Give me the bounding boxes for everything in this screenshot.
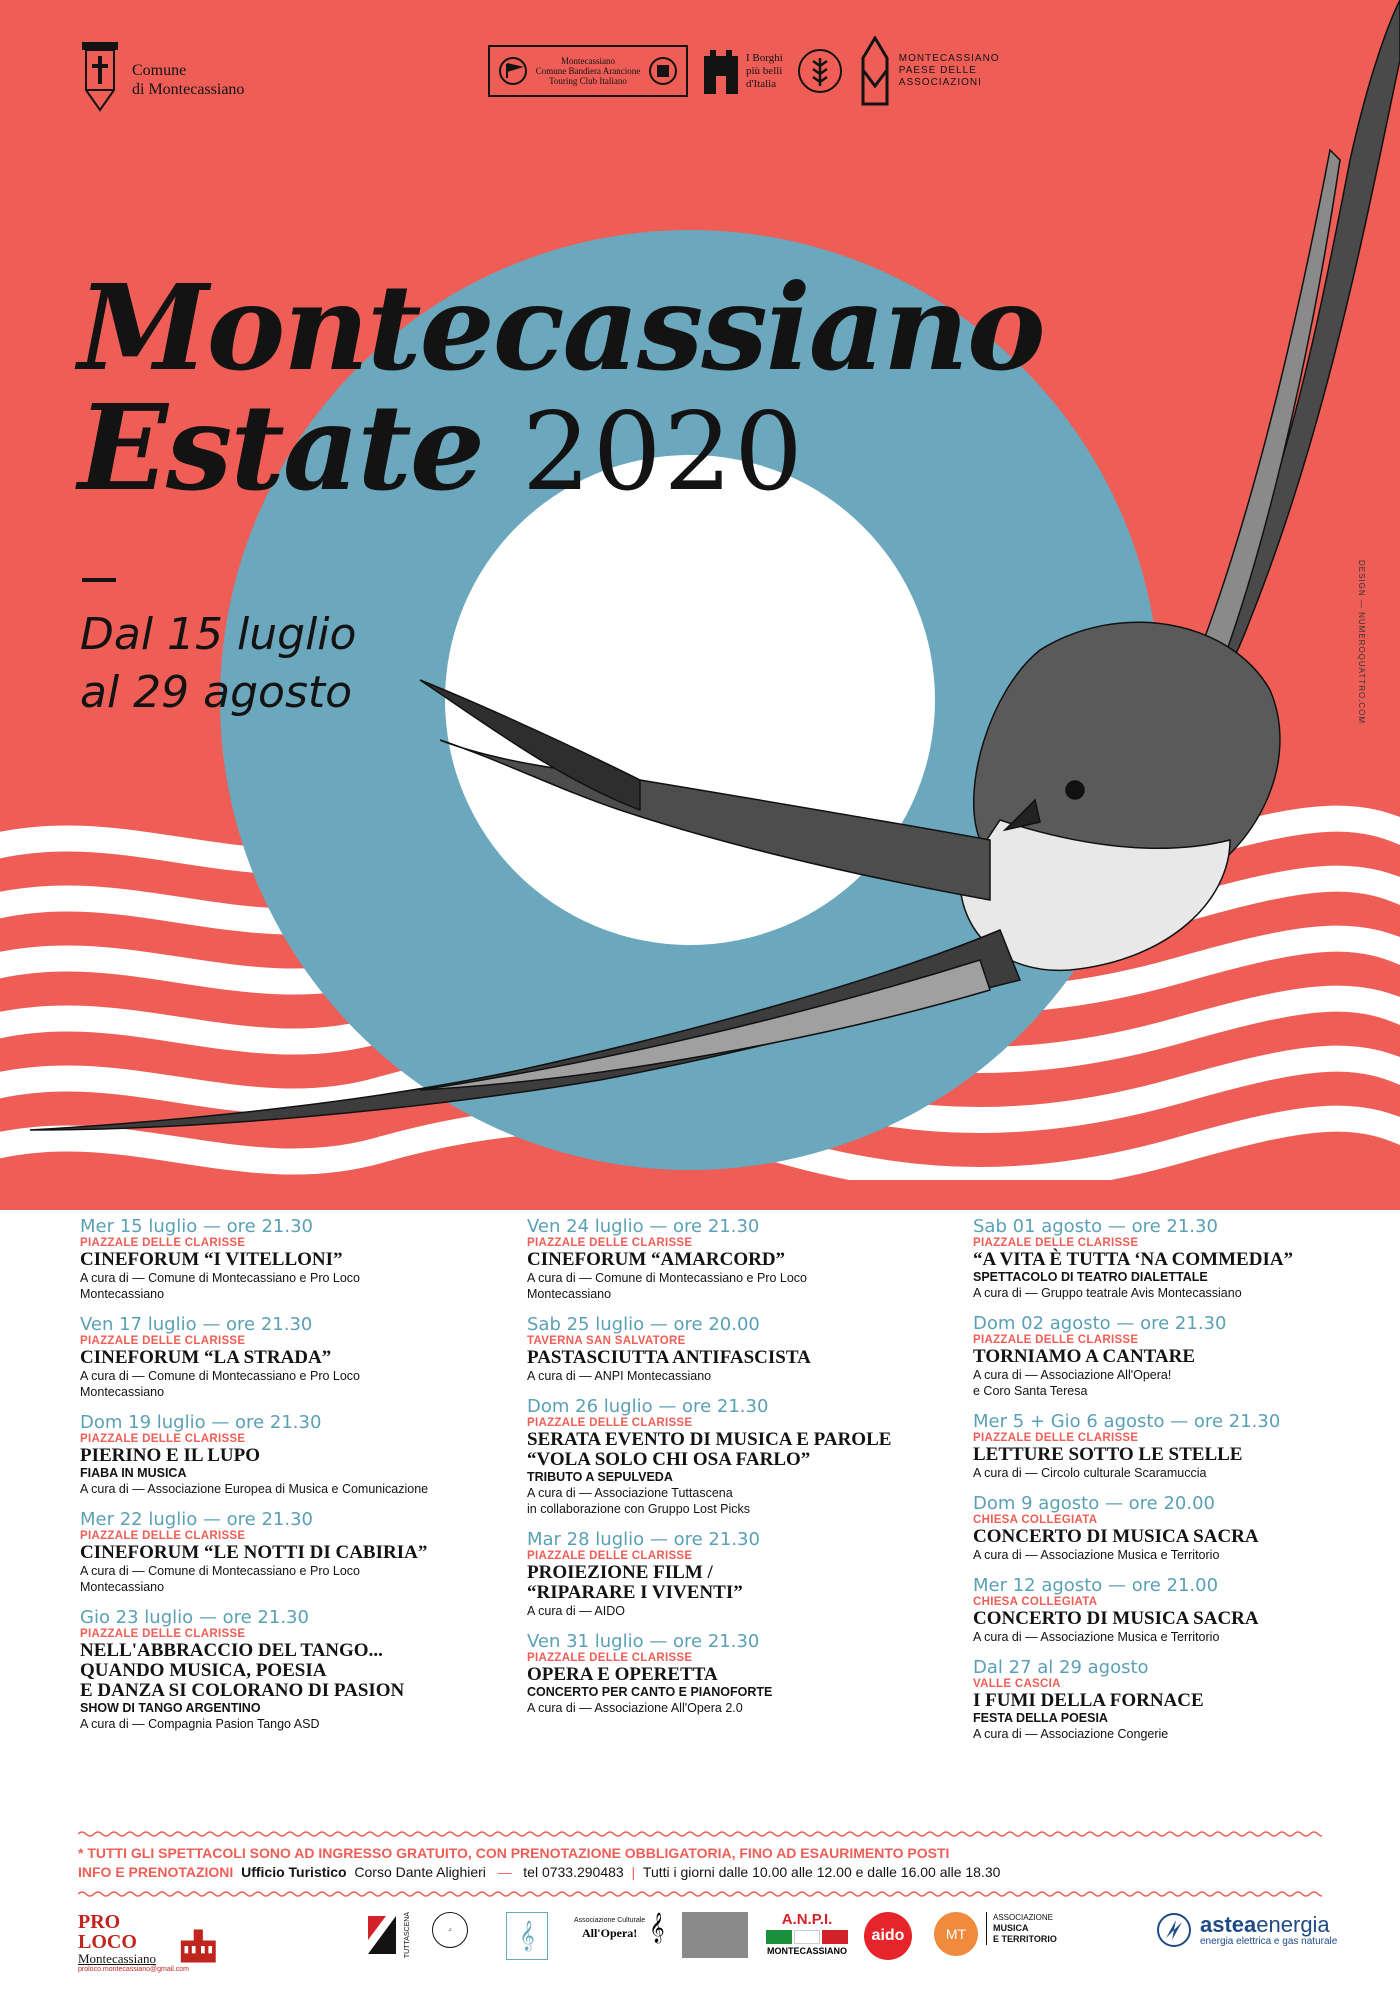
event-credits xyxy=(973,1465,1393,1481)
comune-line1: Comune xyxy=(132,62,187,79)
event-item xyxy=(973,1314,1393,1399)
title-estate: Estate xyxy=(78,378,483,517)
musica-logo-2 xyxy=(506,1912,548,1960)
event-credits xyxy=(973,1285,1393,1301)
event-credit-line: A cura di — Associazione All'Opera! xyxy=(973,1368,1172,1382)
tower-icon xyxy=(857,36,893,106)
anpi-logo xyxy=(766,1912,848,1956)
event-item xyxy=(973,1576,1393,1645)
bandiera-line1: Montecassiano xyxy=(561,56,615,66)
event-title: E DANZA SI COLORANO DI PASION xyxy=(80,1680,405,1701)
mt-line2: MUSICA xyxy=(993,1923,1029,1933)
office-name: Ufficio Turistico xyxy=(241,1864,347,1880)
event-date: Mer 15 luglio — ore 21.30 xyxy=(80,1216,313,1237)
astea-sub: energia elettrica e gas naturale xyxy=(1200,1935,1338,1947)
event-credit-line: A cura di — Comune di Montecassiano e Pro Loco xyxy=(80,1564,361,1578)
astea-name xyxy=(1200,1911,1337,1937)
event-date: Ven 31 luglio — ore 21.30 xyxy=(527,1631,760,1652)
event-credits xyxy=(527,1603,947,1619)
event-credit-line: A cura di — Associazione Musica e Territorio xyxy=(973,1548,1220,1562)
event-credits xyxy=(80,1563,500,1595)
event-credit-line: in collaborazione con Gruppo Lost Picks xyxy=(527,1502,751,1516)
event-subtitle: TRIBUTO A SEPULVEDA xyxy=(527,1470,673,1484)
dates-line1: Dal 15 luglio xyxy=(80,609,357,660)
event-title: “VOLA SOLO CHI OSA FARLO” xyxy=(527,1449,811,1470)
event-place: PIAZZALE DELLE CLARISSE xyxy=(527,1237,693,1249)
event-title: CONCERTO DI MUSICA SACRA xyxy=(973,1608,1259,1629)
wavy-divider-top xyxy=(78,1830,1322,1838)
event-date: Ven 24 luglio — ore 21.30 xyxy=(527,1216,760,1237)
anpi-line2: MONTECASSIANO xyxy=(766,1946,847,1956)
program-column-1 xyxy=(80,1217,500,1745)
event-item xyxy=(80,1413,500,1497)
allopera-line2: All'Opera! xyxy=(581,1926,638,1940)
crest-icon xyxy=(78,40,122,120)
event-item xyxy=(973,1658,1393,1742)
event-credits xyxy=(973,1629,1393,1645)
comune-logo xyxy=(78,40,244,120)
event-place: PIAZZALE DELLE CLARISSE xyxy=(527,1417,693,1429)
tuttascena-icon xyxy=(366,1914,398,1956)
event-credits xyxy=(527,1270,947,1302)
event-item xyxy=(527,1315,947,1384)
event-credits xyxy=(80,1716,500,1732)
musica-territorio-logo xyxy=(986,1912,1057,1945)
astea-light: energia xyxy=(1256,1911,1330,1937)
astea-logo xyxy=(1156,1912,1337,1948)
event-item xyxy=(80,1315,500,1400)
event-item xyxy=(80,1217,500,1302)
event-item xyxy=(80,1510,500,1595)
flag-icon xyxy=(498,56,528,86)
event-credits xyxy=(527,1368,947,1384)
event-place: VALLE CASCIA xyxy=(973,1678,1061,1690)
event-credits xyxy=(973,1367,1393,1399)
event-title: PASTASCIUTTA ANTIFASCISTA xyxy=(527,1347,811,1368)
event-place: CHIESA COLLEGIATA xyxy=(973,1596,1098,1608)
europea-musica-logo xyxy=(432,1912,468,1948)
event-credit-line: A cura di — Associazione Europea di Musica e Comunicazione xyxy=(80,1482,429,1496)
event-place: PIAZZALE DELLE CLARISSE xyxy=(527,1550,693,1562)
event-place: PIAZZALE DELLE CLARISSE xyxy=(80,1335,246,1347)
photo-icon xyxy=(682,1912,748,1958)
event-place: PIAZZALE DELLE CLARISSE xyxy=(80,1628,246,1640)
free-entry-note: * TUTTI GLI SPETTACOLI SONO AD INGRESSO GRATUITO, CON PRENOTAZIONE OBBLIGATORIA, FINO AD ESAURIMENTO POSTI xyxy=(78,1845,950,1861)
event-credits xyxy=(527,1700,947,1716)
info-label: INFO E PRENOTAZIONI xyxy=(78,1864,234,1880)
event-place: TAVERNA SAN SALVATORE xyxy=(527,1335,686,1347)
aido-logo xyxy=(864,1912,912,1960)
event-title: CINEFORUM “LE NOTTI DI CABIRIA” xyxy=(80,1542,428,1563)
event-item xyxy=(973,1412,1393,1481)
bandiera-arancione-logo xyxy=(488,45,688,97)
event-title: PROIEZIONE FILM / xyxy=(527,1562,713,1583)
castle-icon xyxy=(702,46,740,96)
allopera-line1: Associazione Culturale xyxy=(574,1917,646,1924)
event-credit-line: A cura di — Associazione Tuttascena xyxy=(527,1486,733,1500)
title-year: 2020 xyxy=(522,390,805,515)
astea-bold: astea xyxy=(1200,1911,1257,1937)
event-title: CINEFORUM “I VITELLONI” xyxy=(80,1249,343,1270)
event-credit-line: A cura di — AIDO xyxy=(527,1604,625,1618)
event-item xyxy=(527,1217,947,1302)
event-date: Mar 28 luglio — ore 21.30 xyxy=(527,1529,760,1550)
event-title xyxy=(78,258,1178,517)
event-credits xyxy=(973,1547,1393,1563)
proloco-mail: proloco.montecassiano@gmail.com xyxy=(78,1966,189,1973)
event-date: Ven 17 luglio — ore 21.30 xyxy=(80,1314,313,1335)
info-notes xyxy=(78,1844,1322,1882)
event-credit-line: Montecassiano xyxy=(80,1580,165,1594)
event-place: PIAZZALE DELLE CLARISSE xyxy=(80,1237,246,1249)
event-date: Sab 25 luglio — ore 20.00 xyxy=(527,1314,760,1335)
event-title: LETTURE SOTTO LE STELLE xyxy=(973,1444,1243,1465)
bandiera-line3: Touring Club Italiano xyxy=(549,76,627,86)
borghi-line3: d'Italia xyxy=(746,77,777,90)
event-credit-line: A cura di — Associazione All'Opera 2.0 xyxy=(527,1701,743,1715)
event-title: CONCERTO DI MUSICA SACRA xyxy=(973,1526,1259,1547)
event-item xyxy=(80,1608,500,1732)
event-title: “RIPARARE I VIVENTI” xyxy=(527,1582,743,1603)
assoc-line2: PAESE DELLE xyxy=(898,65,977,76)
booking-info xyxy=(78,1862,1322,1882)
event-place: PIAZZALE DELLE CLARISSE xyxy=(973,1432,1139,1444)
event-title: SERATA EVENTO DI MUSICA E PAROLE xyxy=(527,1429,892,1450)
event-credit-line: A cura di — Comune di Montecassiano e Pro Loco xyxy=(80,1369,361,1383)
allopera-logo xyxy=(574,1912,665,1944)
anpi-line1: A.N.P.I. xyxy=(781,1911,833,1928)
event-credit-line: A cura di — Comune di Montecassiano e Pro Loco xyxy=(527,1271,808,1285)
event-credit-line: Montecassiano xyxy=(80,1287,165,1301)
event-place: CHIESA COLLEGIATA xyxy=(973,1514,1098,1526)
event-credit-line: A cura di — Circolo culturale Scaramuccia xyxy=(973,1466,1207,1480)
wheat-circle-icon xyxy=(797,48,843,94)
event-subtitle: CONCERTO PER CANTO E PIANOFORTE xyxy=(527,1685,773,1699)
event-credit-line: A cura di — Associazione Musica e Territorio xyxy=(973,1630,1220,1644)
event-date: Dom 02 agosto — ore 21.30 xyxy=(973,1313,1227,1334)
event-place: PIAZZALE DELLE CLARISSE xyxy=(973,1334,1139,1346)
event-date: Dom 9 agosto — ore 20.00 xyxy=(973,1493,1216,1514)
aido-label: aido xyxy=(864,1912,912,1960)
event-date: Mer 22 luglio — ore 21.30 xyxy=(80,1509,313,1530)
event-item xyxy=(973,1494,1393,1563)
event-credit-line: e Coro Santa Teresa xyxy=(973,1384,1088,1398)
event-date: Gio 23 luglio — ore 21.30 xyxy=(80,1607,309,1628)
event-place: PIAZZALE DELLE CLARISSE xyxy=(973,1237,1139,1249)
event-dates xyxy=(80,606,356,722)
event-date: Dom 26 luglio — ore 21.30 xyxy=(527,1396,769,1417)
event-subtitle: SPETTACOLO DI TEATRO DIALETTALE xyxy=(973,1270,1208,1284)
tuttascena-label: TUTTASCENA xyxy=(404,1912,411,1959)
dash-sep: — xyxy=(497,1864,512,1880)
music-circle-icon: ♫ xyxy=(432,1912,468,1948)
event-credits xyxy=(973,1726,1393,1742)
proloco-line1: PRO LOCO xyxy=(78,1911,137,1953)
event-date: Mer 12 agosto — ore 21.00 xyxy=(973,1575,1219,1596)
event-credit-line: A cura di — Gruppo teatrale Avis Montecassiano xyxy=(973,1286,1242,1300)
title-rule xyxy=(82,578,116,582)
clef-icon: 𝄞 xyxy=(506,1912,548,1960)
event-credit-line: A cura di — Compagnia Pasion Tango ASD xyxy=(80,1717,320,1731)
event-subtitle: FIABA IN MUSICA xyxy=(80,1466,187,1480)
design-credit: DESIGN — NUMEROQUATTRO.COM xyxy=(1357,560,1366,725)
mt-line3: E TERRITORIO xyxy=(993,1934,1057,1944)
event-credit-line: Montecassiano xyxy=(527,1287,612,1301)
paese-associazioni-logo xyxy=(857,36,1000,106)
astea-icon xyxy=(1156,1912,1192,1948)
event-place: PIAZZALE DELLE CLARISSE xyxy=(527,1652,693,1664)
event-title: CINEFORUM “AMARCORD” xyxy=(527,1249,786,1270)
event-date: Sab 01 agosto — ore 21.30 xyxy=(973,1216,1218,1237)
event-subtitle: FESTA DELLA POESIA xyxy=(973,1711,1108,1725)
tuttascena-logo xyxy=(366,1912,413,1958)
wavy-divider-bottom xyxy=(78,1890,1322,1898)
event-place: PIAZZALE DELLE CLARISSE xyxy=(80,1433,246,1445)
dates-line2: al 29 agosto xyxy=(80,667,353,718)
event-credit-line: A cura di — Comune di Montecassiano e Pro Loco xyxy=(80,1271,361,1285)
borghi-line2: più belli xyxy=(746,64,783,77)
event-title: “A VITA È TUTTA ‘NA COMMEDIA” xyxy=(973,1249,1294,1270)
program-column-3 xyxy=(973,1217,1393,1755)
flag-stripes-icon xyxy=(766,1930,848,1944)
assoc-line1: MONTECASSIANO xyxy=(898,53,1000,64)
opening-hours: Tutti i giorni dalle 10.00 alle 12.00 e dalle 16.00 alle 18.30 xyxy=(642,1864,1001,1880)
event-title: CINEFORUM “LA STRADA” xyxy=(80,1347,332,1368)
event-title: OPERA E OPERETTA xyxy=(527,1664,718,1685)
event-item xyxy=(973,1217,1393,1301)
event-credits xyxy=(80,1368,500,1400)
event-date: Mer 5 + Gio 6 agosto — ore 21.30 xyxy=(973,1411,1281,1432)
event-credit-line: Montecassiano xyxy=(80,1385,165,1399)
mt-circle-logo xyxy=(934,1912,978,1956)
event-subtitle: SHOW DI TANGO ARGENTINO xyxy=(80,1701,261,1715)
event-date: Dom 19 luglio — ore 21.30 xyxy=(80,1412,322,1433)
event-credits xyxy=(80,1270,500,1302)
event-credit-line: A cura di — ANPI Montecassiano xyxy=(527,1369,712,1383)
partner-logos-top xyxy=(488,36,1000,106)
proloco-line2: Montecassiano xyxy=(78,1951,156,1966)
phone-number: tel 0733.290483 xyxy=(523,1864,624,1880)
office-address: Corso Dante Alighieri xyxy=(354,1864,486,1880)
event-date: Dal 27 al 29 agosto xyxy=(973,1657,1149,1678)
event-title: QUANDO MUSICA, POESIA xyxy=(80,1660,327,1681)
event-item xyxy=(527,1397,947,1517)
town-hall-icon xyxy=(179,1926,218,1966)
event-title: NELL'ABBRACCIO DEL TANGO... xyxy=(80,1640,383,1661)
mt-line1: ASSOCIAZIONE xyxy=(993,1913,1054,1922)
touring-club-icon xyxy=(648,56,678,86)
bandiera-line2: Comune Bandiera Arancione xyxy=(535,66,641,76)
borghi-logo xyxy=(702,46,783,96)
treble-clef-icon: 𝄞 xyxy=(649,1912,665,1942)
event-item xyxy=(527,1530,947,1619)
proloco-logo xyxy=(78,1912,218,1973)
comune-line2: di Montecassiano xyxy=(132,81,245,98)
event-title: I FUMI DELLA FORNACE xyxy=(973,1690,1204,1711)
event-credits xyxy=(80,1481,500,1497)
assoc-line3: ASSOCIAZIONI xyxy=(898,77,982,88)
event-credit-line: A cura di — Associazione Congerie xyxy=(973,1727,1169,1741)
bar-sep: | xyxy=(631,1864,636,1880)
lost-picks-logo xyxy=(682,1912,748,1958)
mt-label: MT xyxy=(934,1912,978,1956)
event-title: TORNIAMO A CANTARE xyxy=(973,1346,1196,1367)
program-column-2 xyxy=(527,1217,947,1729)
borghi-line1: I Borghi xyxy=(746,51,783,64)
event-item xyxy=(527,1632,947,1716)
event-credits xyxy=(527,1485,947,1517)
title-line1: Montecassiano xyxy=(78,258,1044,397)
title-line2 xyxy=(78,378,1178,517)
header-logos xyxy=(0,0,1400,140)
event-title: PIERINO E IL LUPO xyxy=(80,1445,261,1466)
event-place: PIAZZALE DELLE CLARISSE xyxy=(80,1530,246,1542)
